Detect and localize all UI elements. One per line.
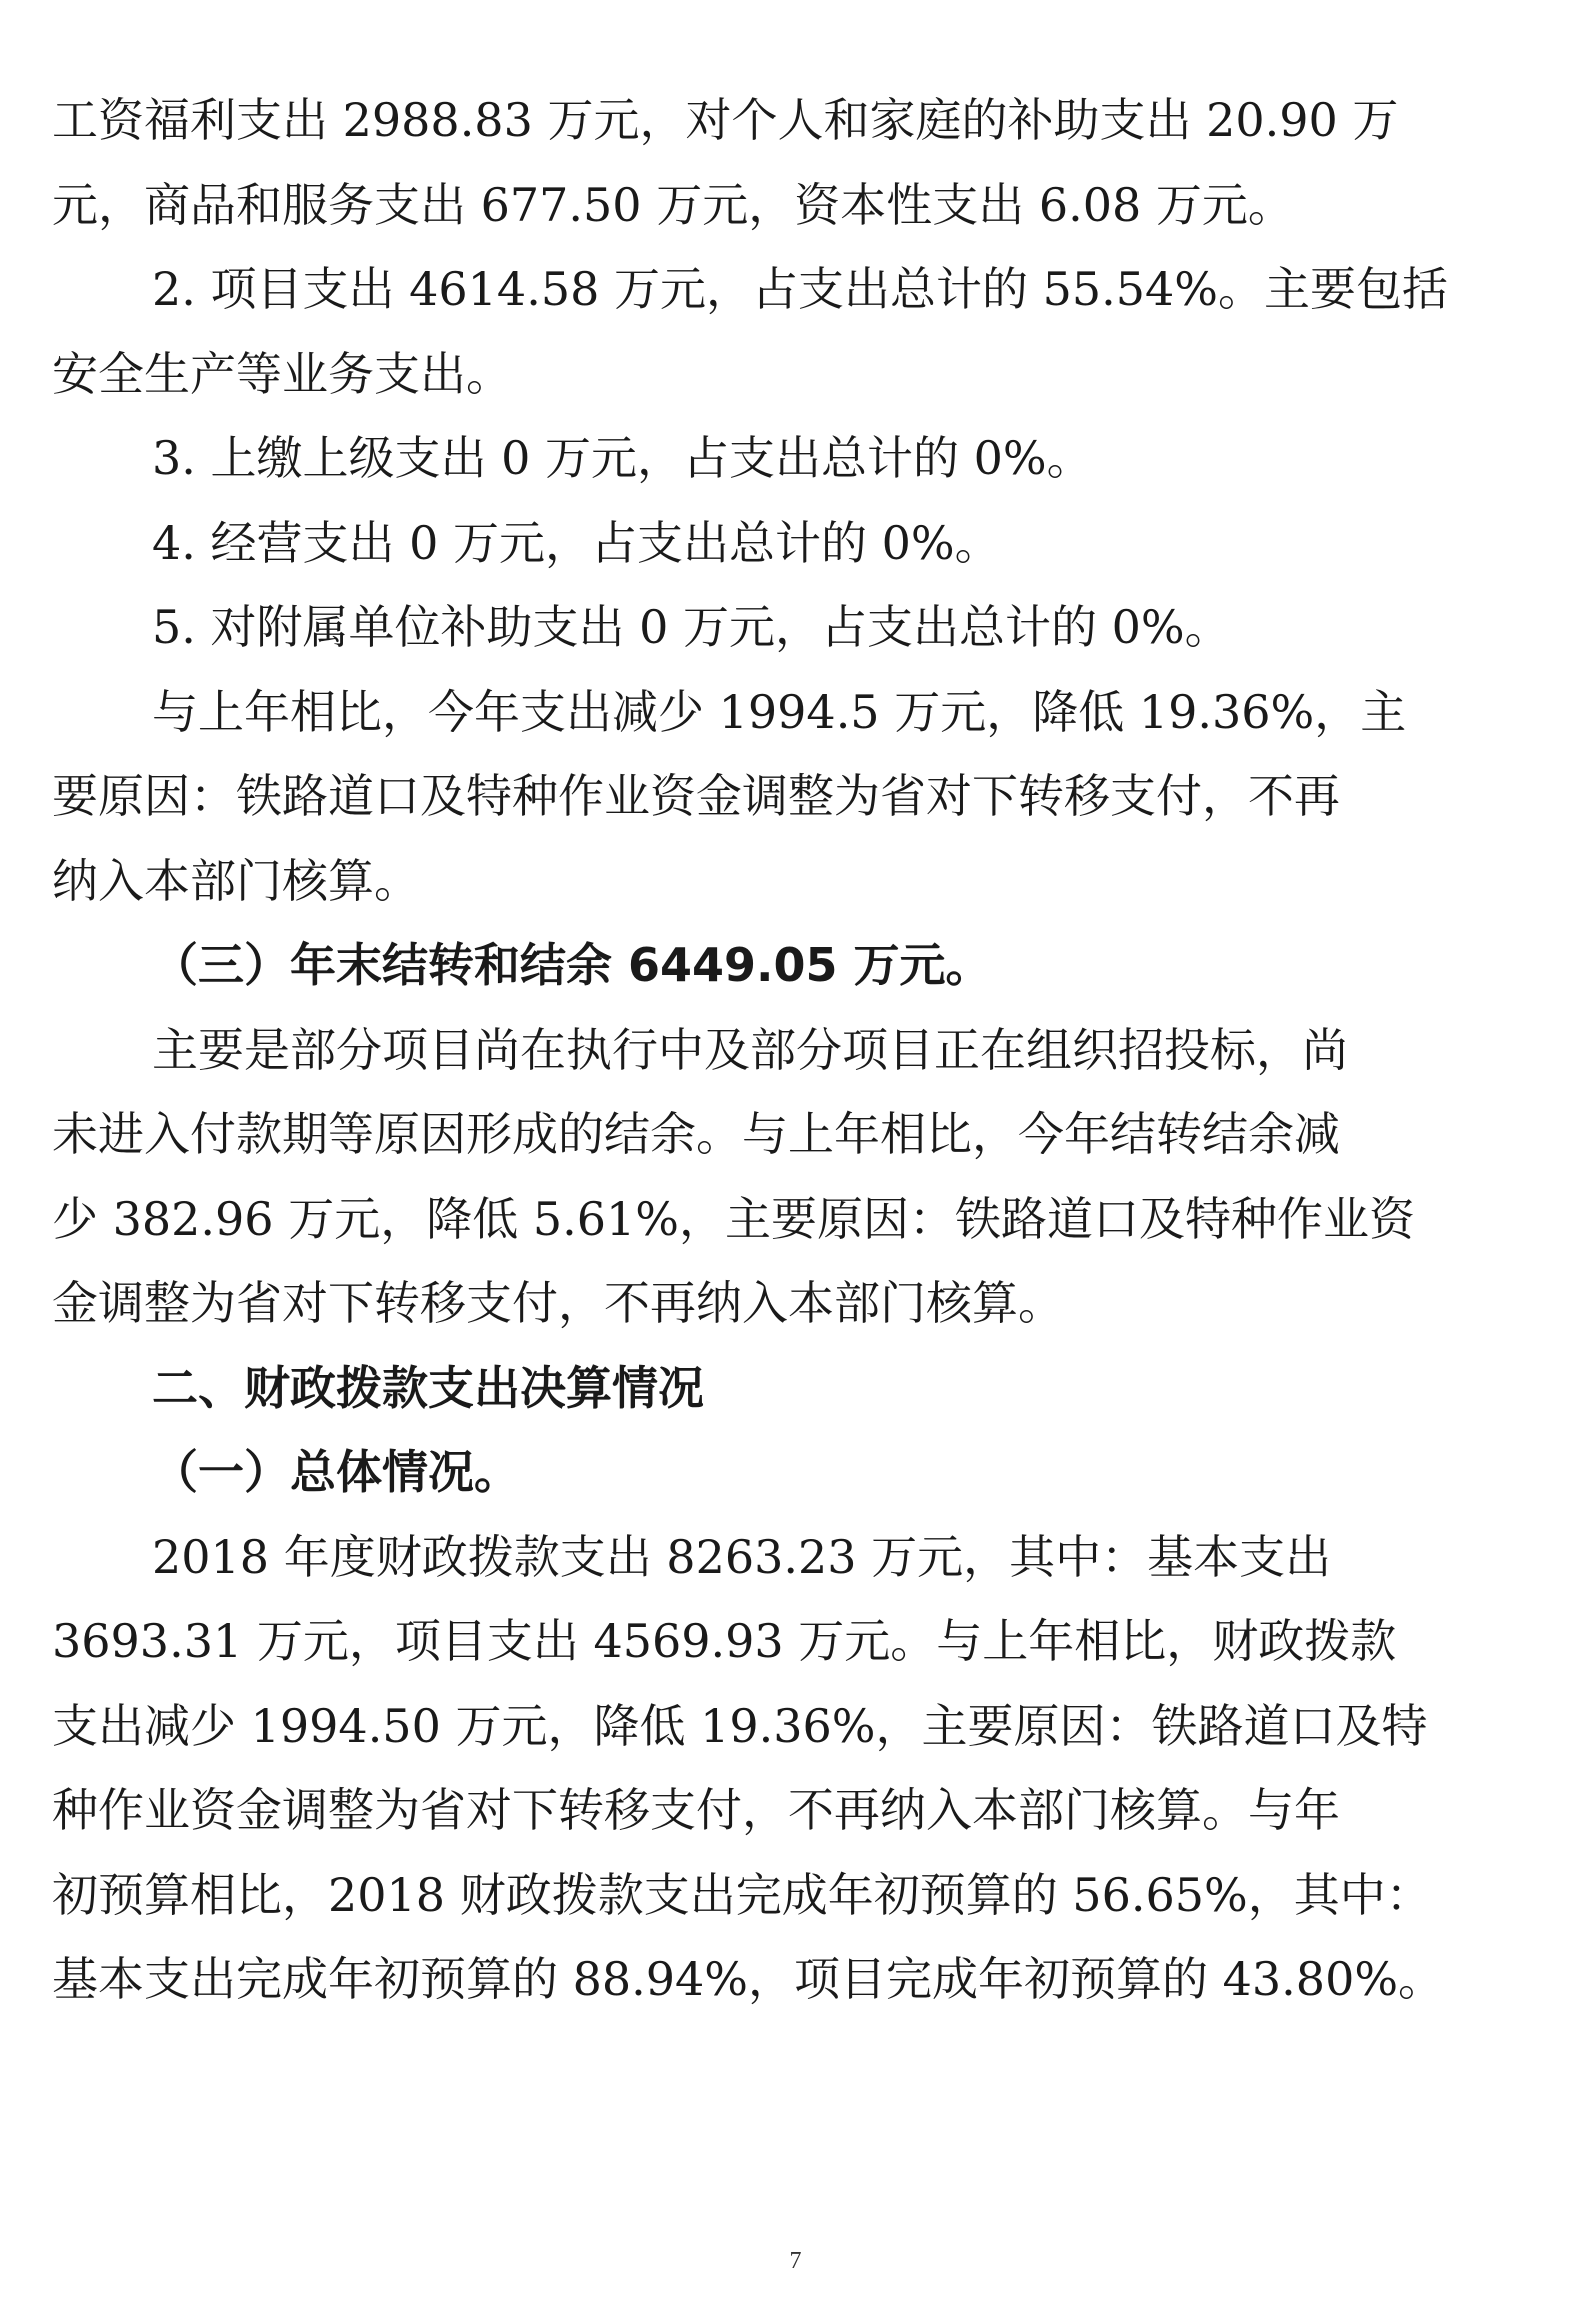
text-line: 与上年相比，今年支出减少 1994.5 万元，降低 19.36%，主 (152, 684, 1407, 739)
text-line: 要原因：铁路道口及特种作业资金调整为省对下转移支付，不再 (52, 769, 1340, 823)
document-body (52, 78, 1472, 2022)
text-line: 3. 上缴上级支出 0 万元，占支出总计的 0%。 (152, 431, 1093, 485)
text-line: 元，商品和服务支出 677.50 万元，资本性支出 6.08 万元。 (52, 177, 1294, 232)
text-line: 工资福利支出 2988.83 万元，对个人和家庭的补助支出 20.90 万 (52, 93, 1399, 147)
page-number: 7 (789, 2248, 802, 2274)
text-line: 纳入本部门核算。 (52, 853, 420, 908)
text-line: 主要是部分项目尚在执行中及部分项目正在组织招投标，尚 (152, 1022, 1348, 1077)
subsection-heading-overall: （一）总体情况。 (152, 1445, 520, 1499)
text-line: 未进入付款期等原因形成的结余。与上年相比，今年结转结余减 (52, 1107, 1340, 1161)
text-line: 基本支出完成年初预算的 88.94%，项目完成年初预算的 43.80%。 (52, 1952, 1445, 2006)
text-line: 初预算相比，2018 财政拨款支出完成年初预算的 56.65%，其中： (52, 1867, 1432, 1922)
section-heading-fiscal-expenditure: 二、财政拨款支出决算情况 (152, 1360, 704, 1415)
text-line: 2. 项目支出 4614.58 万元，占支出总计的 55.54%。主要包括 (152, 262, 1448, 316)
section-heading-year-end-balance: （三）年末结转和结余 6449.05 万元。 (152, 938, 992, 992)
text-line: 种作业资金调整为省对下转移支付，不再纳入本部门核算。与年 (52, 1783, 1340, 1837)
text-line: 3693.31 万元，项目支出 4569.93 万元。与上年相比，财政拨款 (52, 1614, 1397, 1668)
text-line: 金调整为省对下转移支付，不再纳入本部门核算。 (52, 1276, 1064, 1330)
text-line: 支出减少 1994.50 万元，降低 19.36%，主要原因：铁路道口及特 (52, 1698, 1428, 1753)
text-line: 少 382.96 万元，降低 5.61%，主要原因：铁路道口及特种作业资 (52, 1191, 1415, 1246)
text-line: 4. 经营支出 0 万元，占支出总计的 0%。 (152, 515, 1001, 570)
text-line: 2018 年度财政拨款支出 8263.23 万元，其中：基本支出 (152, 1529, 1332, 1584)
text-line: 5. 对附属单位补助支出 0 万元，占支出总计的 0%。 (152, 600, 1231, 654)
text-line: 安全生产等业务支出。 (52, 346, 512, 401)
